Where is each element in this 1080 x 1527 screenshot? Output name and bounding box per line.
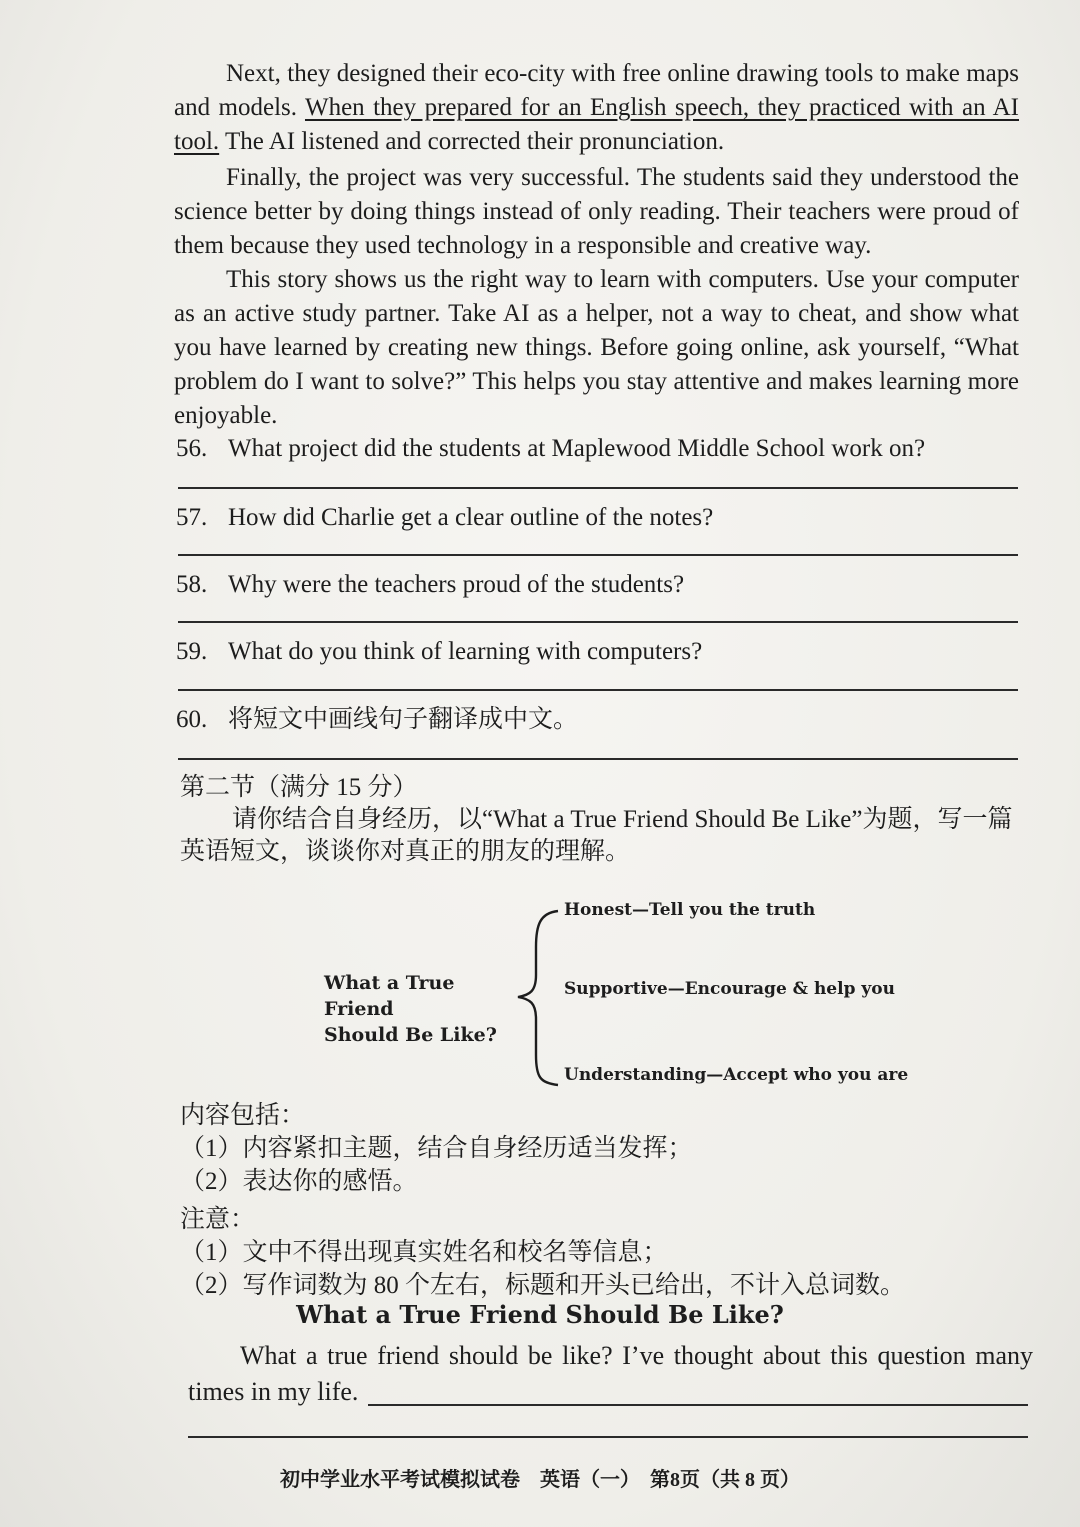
trait-honest: Honest—Tell you the truth (564, 900, 816, 920)
question-number: 56. (176, 435, 208, 462)
answer-line-60[interactable] (178, 758, 1018, 760)
trait-description: Accept who you are (723, 1065, 909, 1085)
answer-line-58[interactable] (178, 621, 1018, 623)
writing-line-2[interactable] (188, 1436, 1028, 1438)
question-text: What do you think of learning with computers? (228, 638, 703, 665)
diagram-title-line-2: Should Be Like? (324, 1024, 497, 1046)
passage-p1-start: Next, they designed their eco-city with free online drawing tools to make maps and models. (174, 60, 1019, 121)
content-item-1: （1）内容紧扣主题，结合自身经历适当发挥； (180, 1135, 693, 1162)
trait-understanding: Understanding—Accept who you are (564, 1065, 909, 1085)
passage-paragraph-2: Finally, the project was very successful. The students said they understood the science better by doing things instead of only reading. Their teachers were proud of them because they used technology in a responsible and creative way. (174, 164, 1019, 259)
writing-prompt: 请你结合自身经历，以“What a True Friend Should Be Like”为题，写一篇英语短文，谈谈你对真正的朋友的理解。 (180, 806, 1013, 865)
trait-description: Encourage & help you (684, 979, 895, 999)
answer-line-57[interactable] (178, 554, 1018, 556)
diagram-title-line-1: What a True Friend (324, 972, 455, 1020)
writing-line-1[interactable] (368, 1404, 1028, 1406)
passage-p1-end: The AI listened and corrected their pronunciation. (219, 128, 725, 155)
question-text: Why were the teachers proud of the students? (228, 571, 685, 598)
notes-item-1: （1）文中不得出现真实姓名和校名等信息； (180, 1239, 668, 1266)
trait-supportive: Supportive—Encourage & help you (564, 979, 895, 999)
question-number: 60. (176, 706, 208, 733)
underlined-sentence: When they prepared for an English speech, they practiced with an AI tool. (174, 94, 1019, 155)
notes-item-2: （2）写作词数为 80 个左右，标题和开头已给出，不计入总词数。 (180, 1272, 906, 1299)
question-number: 57. (176, 504, 208, 531)
passage-paragraph-1 (174, 57, 1019, 159)
curly-brace-icon (510, 905, 570, 1090)
question-59 (176, 636, 1021, 668)
essay-title: What a True Friend Should Be Like? (296, 1300, 784, 1329)
trait-description: Tell you the truth (649, 900, 816, 920)
content-item-2: （2）表达你的感悟。 (180, 1168, 418, 1195)
diagram-title (324, 970, 524, 1048)
notes-heading: 注意： (180, 1206, 256, 1233)
question-60 (176, 704, 1021, 736)
page-footer: 初中学业水平考试模拟试卷 英语（一） 第8页（共 8 页） (280, 1469, 800, 1491)
content-heading: 内容包括： (180, 1102, 306, 1129)
answer-line-56[interactable] (178, 487, 1018, 489)
trait-word: Supportive (564, 979, 668, 999)
answer-line-59[interactable] (178, 689, 1018, 691)
question-58 (176, 569, 1021, 601)
trait-word: Honest (564, 900, 632, 920)
question-number: 58. (176, 571, 208, 598)
passage-paragraph-3: This story shows us the right way to learn with computers. Use your computer as an active study partner. Take AI as a helper, not a way to cheat, and show what you have learned by creating new things. Before going online, ask yourself, “What problem do I want to solve?” This helps you stay attentive and makes learning more enjoyable. (174, 266, 1019, 429)
question-text: What project did the students at Maplewood Middle School work on? (228, 435, 926, 462)
essay-opening: What a true friend should be like? I’ve thought about this question many times in my life. (188, 1341, 1033, 1406)
question-56 (176, 433, 1021, 465)
section-heading: 第二节（满分 15 分） (180, 774, 418, 801)
trait-word: Understanding (564, 1065, 707, 1085)
question-57 (176, 502, 1021, 534)
question-number: 59. (176, 638, 208, 665)
question-text: 将短文中画线句子翻译成中文。 (228, 706, 579, 733)
question-text: How did Charlie get a clear outline of the notes? (228, 504, 714, 531)
